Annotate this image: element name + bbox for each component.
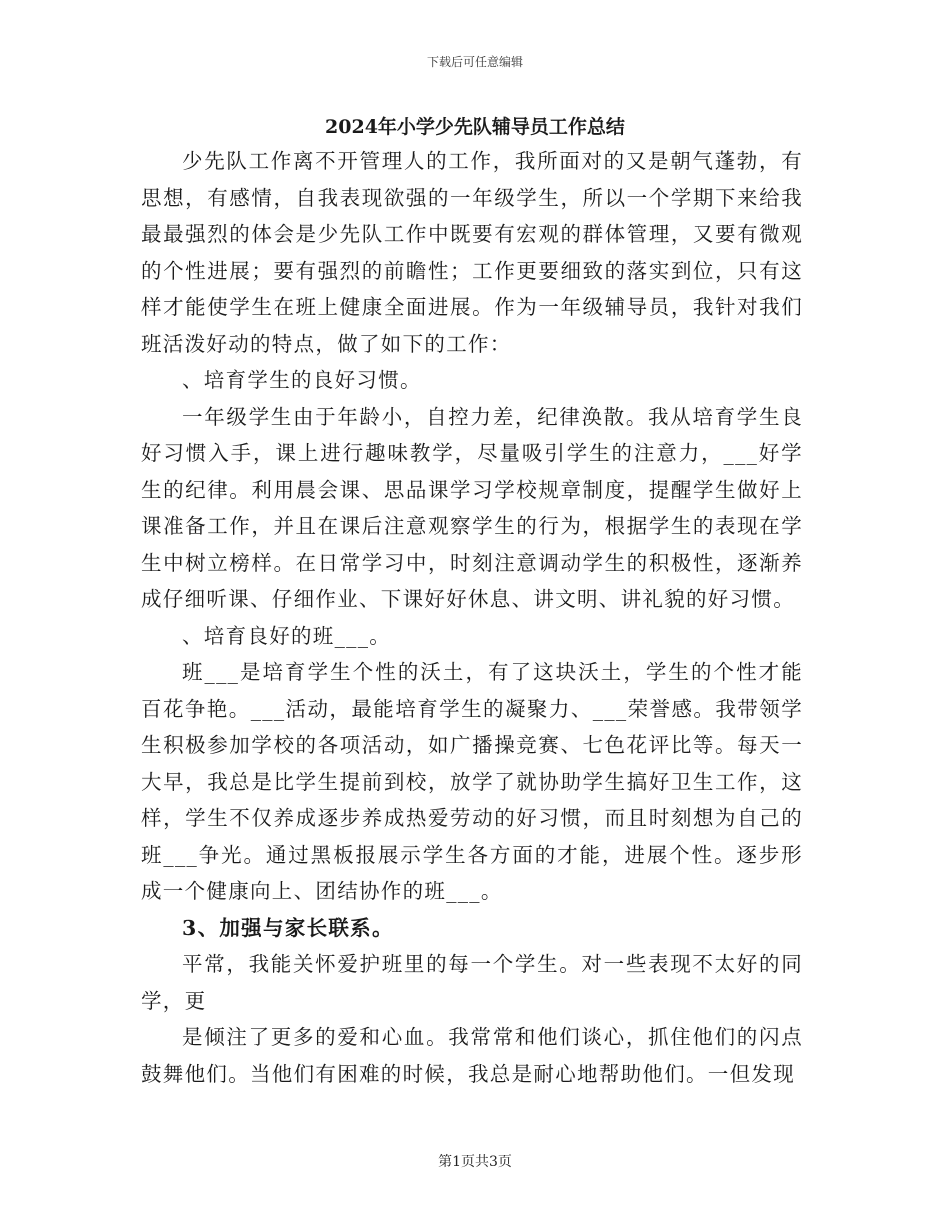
page-header-note: 下载后可任意编辑	[426, 55, 523, 69]
paragraph-class: 班___是培育学生个性的沃土，有了这块沃土，学生的个性才能百花争艳。___活动，最能培育学生的凝聚力、___荣誉感。我带领学生积极参加学校的各项活动，如广播操竞赛、七色花评比等。每天一大早，我总是比学生提前到校，放学了就协助学生搞好卫生工作，这样，学生不仅养成逐步养成热爱劳动的好习惯，而且时刻想为自己的班___争光。通过黑板报展示学生各方面的才能，进展个性。逐步形成一个健康向上、团结协作的班___。	[141, 660, 803, 903]
section-heading-class: 、培育良好的班___。	[182, 623, 392, 648]
document-title: 2024年小学少先队辅导员工作总结	[325, 116, 625, 138]
document-body	[141, 143, 803, 1092]
paragraph-parents-2: 是倾注了更多的爱和心血。我常常和他们谈心，抓住他们的闪点鼓舞他们。当他们有困难的时候，我总是耐心地帮助他们。一但发现	[141, 1025, 803, 1086]
paragraph-parents-1: 平常，我能关怀爱护班里的每一个学生。对一些表现不太好的同学，更	[141, 952, 803, 1013]
paragraph-intro: 少先队工作离不开管理人的工作，我所面对的又是朝气蓬勃，有思想，有感情，自我表现欲强的一年级学生，所以一个学期下来给我最最强烈的体会是少先队工作中既要有宏观的群体管理，又要有微观的个性进展；要有强烈的前瞻性；工作更要细致的落实到位，只有这样才能使学生在班上健康全面进展。作为一年级辅导员，我针对我们班活泼好动的特点，做了如下的工作：	[141, 149, 803, 356]
paragraph-habits: 一年级学生由于年龄小，自控力差，纪律涣散。我从培育学生良好习惯入手，课上进行趣味教学，尽量吸引学生的注意力，___好学生的纪律。利用晨会课、思品课学习学校规章制度，提醒学生做好上课准备工作，并且在课后注意观察学生的行为，根据学生的表现在学生中树立榜样。在日常学习中，时刻注意调动学生的积极性，逐渐养成仔细听课、仔细作业、下课好好休息、讲文明、讲礼貌的好习惯。	[141, 404, 803, 611]
section-heading-habits: 、培育学生的良好习惯。	[182, 368, 422, 392]
section-heading-parents: 3、加强与家长联系。	[182, 915, 394, 940]
page-number: 第1页共3页	[438, 1154, 512, 1170]
